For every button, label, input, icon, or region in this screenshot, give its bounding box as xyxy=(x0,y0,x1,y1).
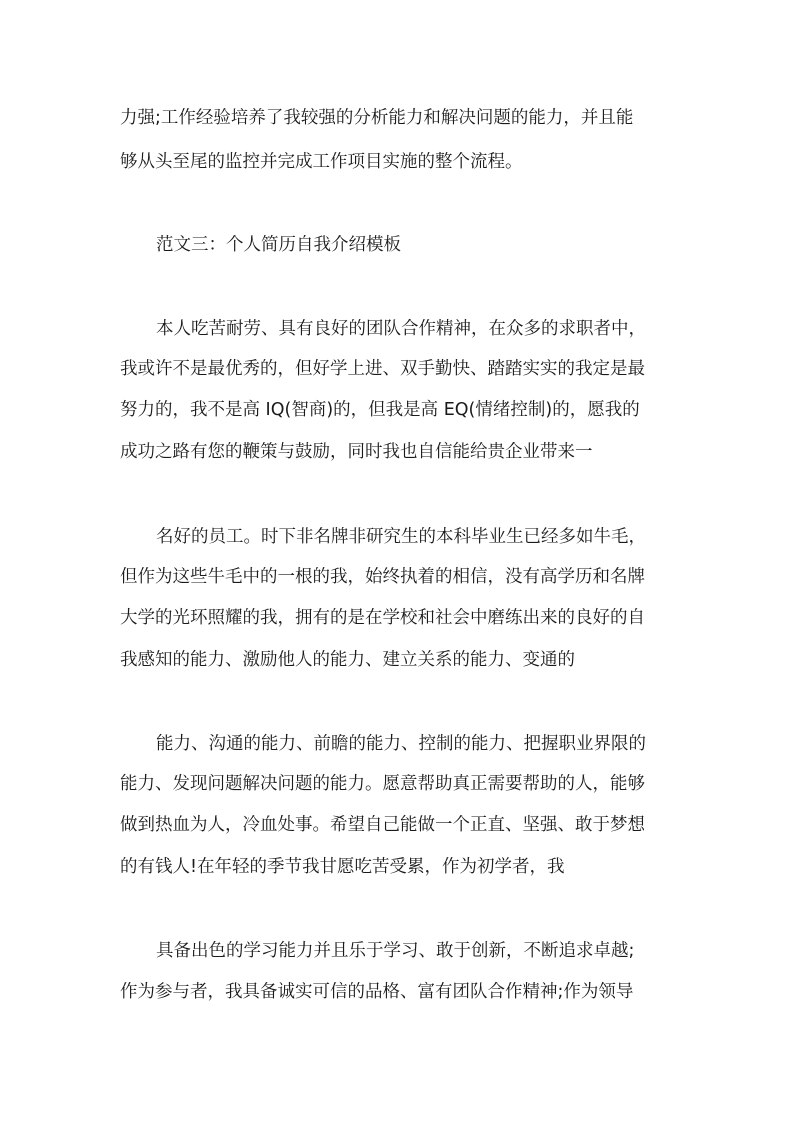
paragraph-line: 具备出色的学习能力并且乐于学习、敢于创新，不断追求卓越; xyxy=(156,941,635,961)
paragraph-line: 努力的，我不是高 IQ(智商)的，但我是高 EQ(情绪控制)的，愿我的 xyxy=(120,400,640,420)
paragraph-line: 大学的光环照耀的我，拥有的是在学校和社会中磨练出来的良好的自 xyxy=(120,608,645,628)
paragraph-line: 但作为这些牛毛中的一根的我，始终执着的相信，没有高学历和名牌 xyxy=(120,567,645,587)
paragraph-line: 力强;工作经验培养了我较强的分析能力和解决问题的能力，并且能 xyxy=(120,108,634,128)
paragraph-line: 能力、发现问题解决问题的能力。愿意帮助真正需要帮助的人，能够 xyxy=(120,774,645,794)
paragraph-line: 够从头至尾的监控并完成工作项目实施的整个流程。 xyxy=(120,152,523,172)
paragraph-line: 我或许不是最优秀的，但好学上进、双手勤快、踏踏实实的我定是最 xyxy=(120,359,645,379)
paragraph-line: 的有钱人!在年轻的季节我甘愿吃苦受累，作为初学者，我 xyxy=(120,857,565,877)
paragraph-line: 我感知的能力、激励他人的能力、建立关系的能力、变通的 xyxy=(120,650,575,670)
paragraph-line: 做到热血为人，冷血处事。希望自己能做一个正直、坚强、敢于梦想 xyxy=(120,815,645,835)
paragraph-line: 能力、沟通的能力、前瞻的能力、控制的能力、把握职业界限的 xyxy=(156,734,646,754)
paragraph-line: 本人吃苦耐劳、具有良好的团队合作精神，在众多的求职者中， xyxy=(156,319,646,339)
paragraph-line: 名好的员工。时下非名牌非研究生的本科毕业生已经多如牛毛， xyxy=(156,527,646,547)
section-heading: 范文三：个人简历自我介绍模板 xyxy=(156,235,401,255)
paragraph-line: 成功之路有您的鞭策与鼓励，同时我也自信能给贵企业带来一 xyxy=(120,442,593,462)
paragraph-line: 作为参与者，我具备诚实可信的品格、富有团队合作精神;作为领导 xyxy=(120,982,634,1002)
